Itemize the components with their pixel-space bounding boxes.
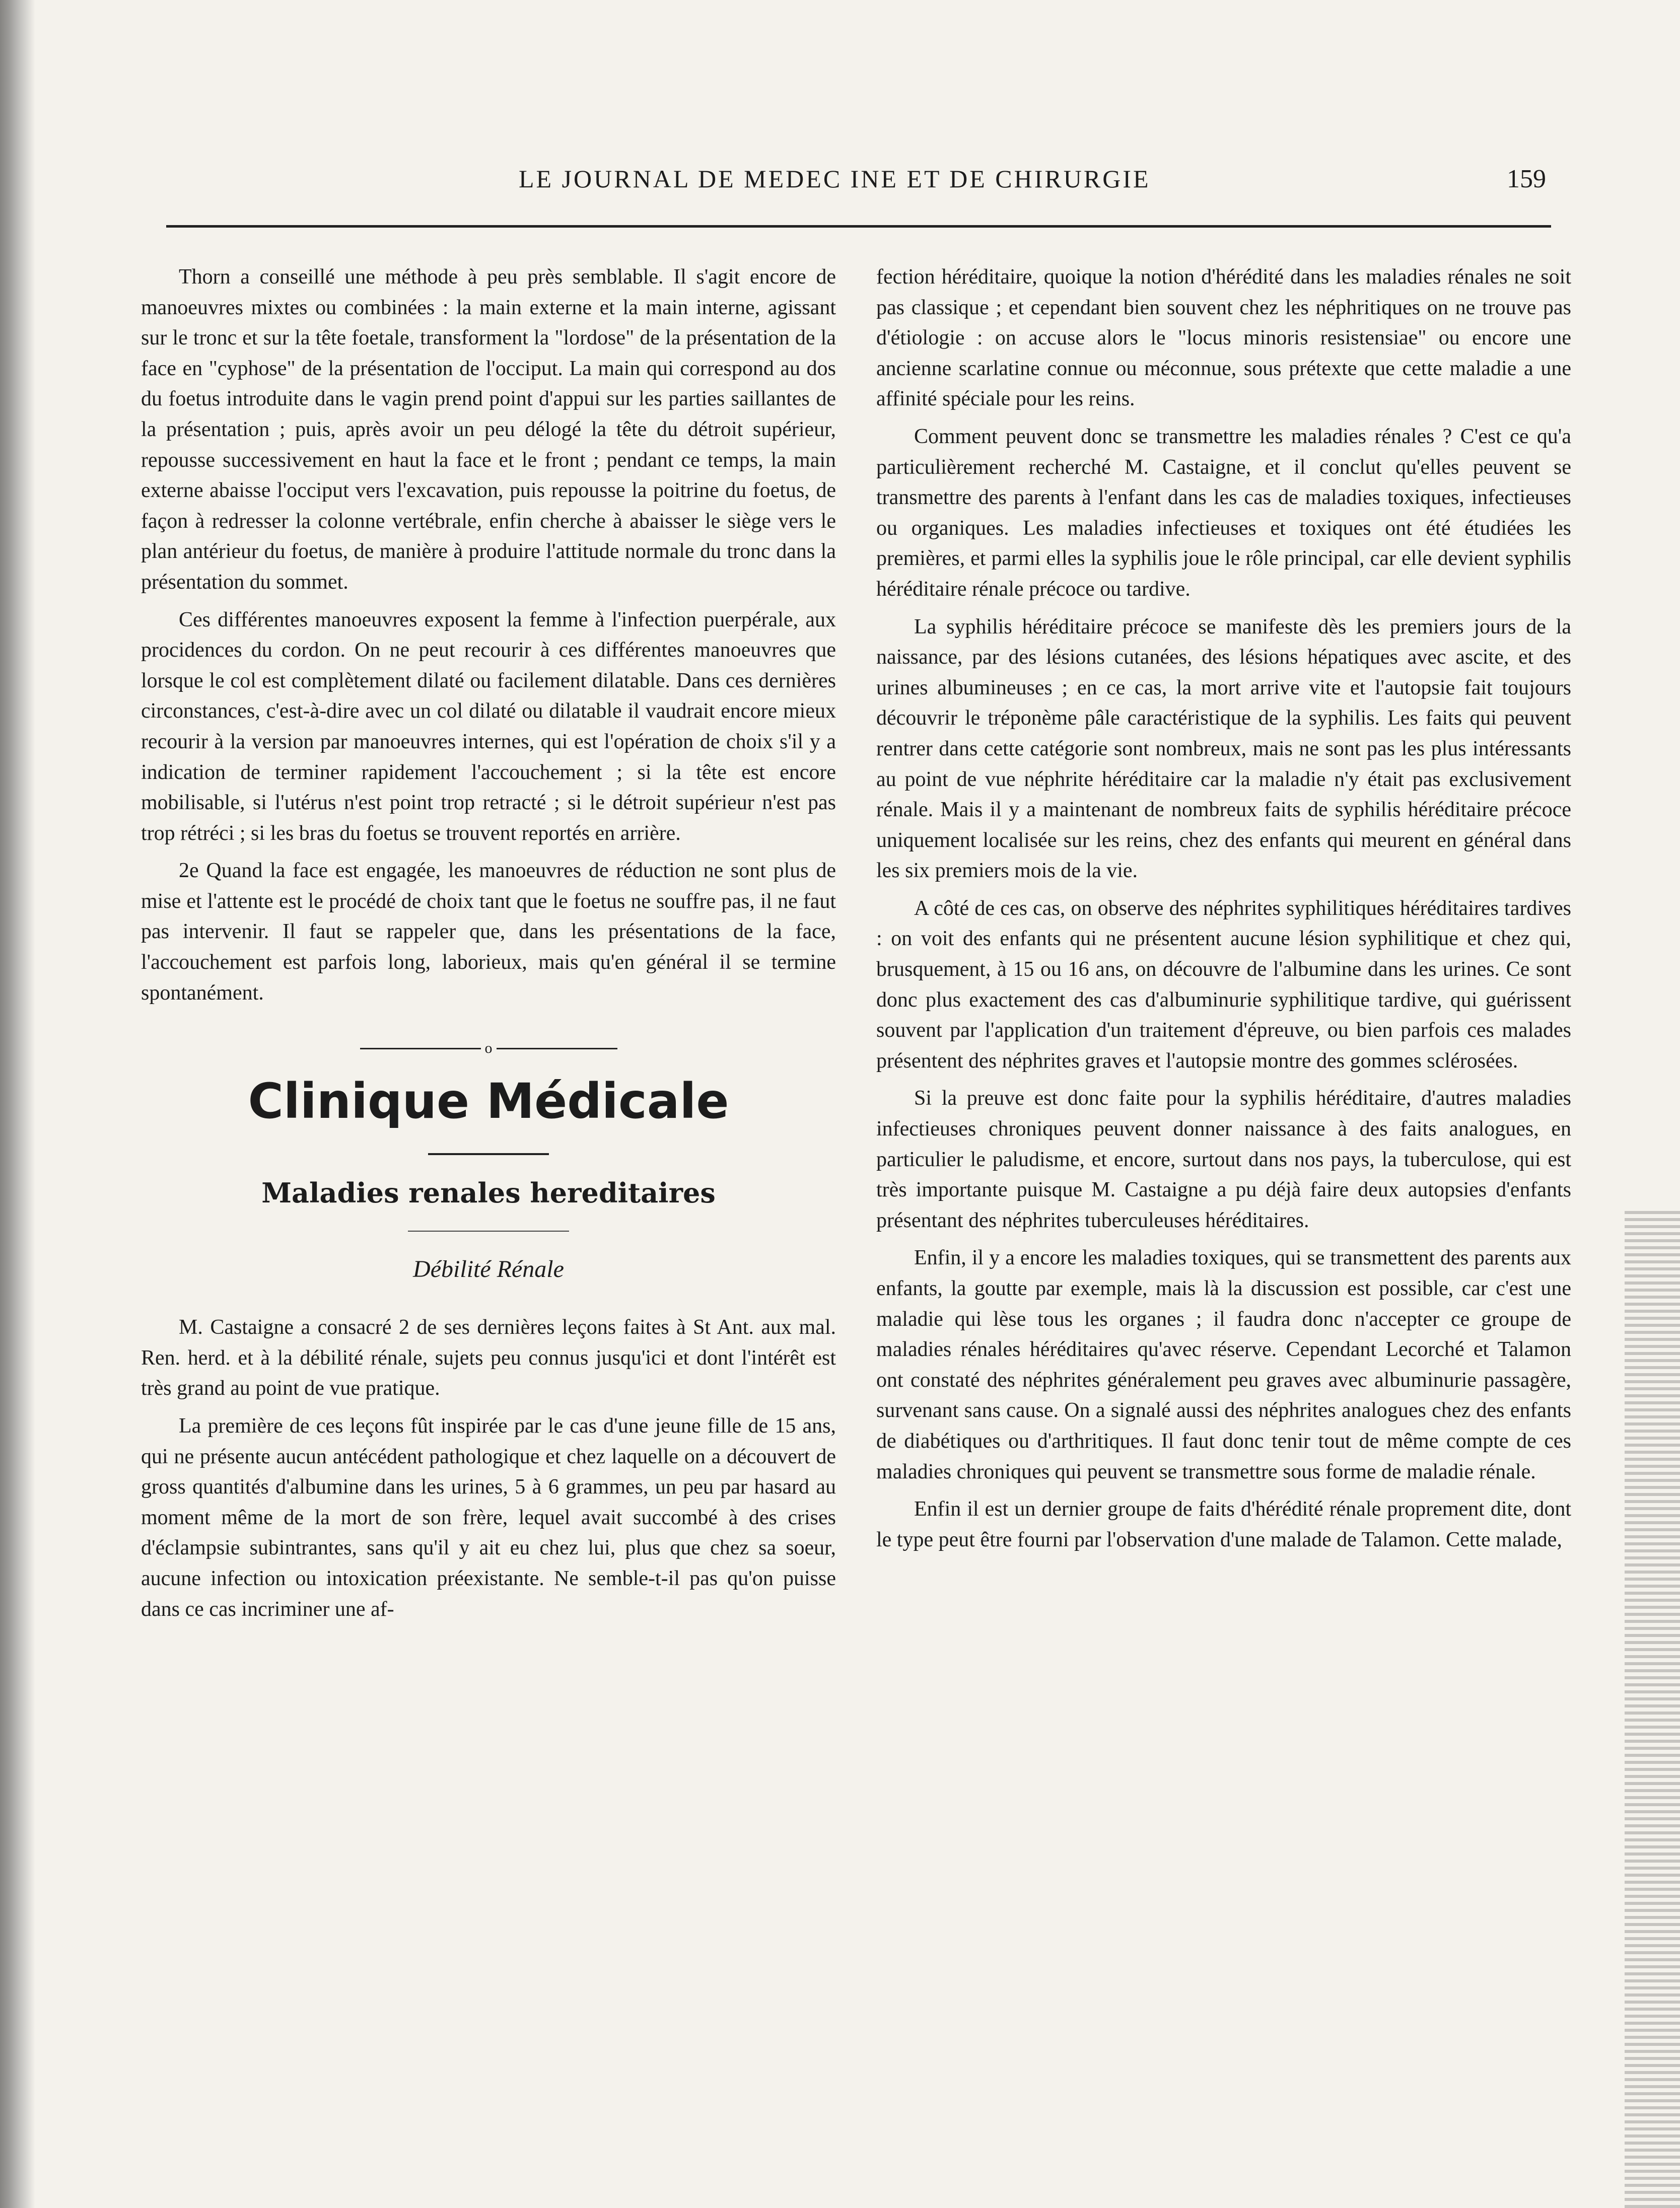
paragraph: M. Castaigne a consacré 2 de ses dernières leçons faites à St Ant. aux mal. Ren. herd. et à la débilité rénale, sujets peu connus jusqu'ici et dont l'intérêt est très grand au point de vue pratique. (141, 1316, 836, 1400)
paragraph: fection héréditaire, quoique la notion d'hérédité dans les maladies rénales ne soit pas classique ; et cependant bien souvent chez les néphritiques on ne trouve pas d'étiologie : on accuse alors le "locus minoris resistensiae" ou encore une ancienne scarlatine connue ou méconnue, sous prétexte que cette maladie a une affinité spéciale pour les reins. (876, 265, 1571, 411)
article-subtitle: Débilité Rénale (413, 1256, 564, 1283)
running-head: LE JOURNAL DE MEDEC INE ET DE CHIRURGIE (519, 165, 1151, 193)
paragraph: Enfin, il y a encore les maladies toxiques, qui se transmettent des parents aux enfants, la goutte par exemple, mais là la discussion est possible, car c'est une maladie qui lèse tous les organes ; il faudra donc n'accepter ce groupe de maladies rénales héréditaires qu'avec réserve. Cependant Lecorché et Talamon ont constaté des néphrites généralement peu graves avec albuminurie passagère, survenant sans cause. On a signalé aussi des néphrites analogues chez des enfants de diabétiques ou d'arthritiques. Il faut donc tenir tout de même compte de ces maladies chroniques qui peuvent se transmettre sous forme de maladie rénale. (876, 1246, 1571, 1483)
right-column (876, 262, 1571, 1562)
paragraph: La syphilis héréditaire précoce se manifeste dès les premiers jours de la naissance, par des lésions cutanées, des lésions hépatiques avec ascite, et des urines albumineuses ; en ce cas, la mort arrive vite et l'autopsie fait toujours découvrir le tréponème pâle caractéristique de la syphilis. Les faits qui peuvent rentrer dans cette catégorie sont nombreux, mais ne sont pas les plus intéressants au point de vue néphrite héréditaire car la maladie n'y était pas exclusivement rénale. Mais il y a maintenant de nombreux faits de syphilis héréditaire précoce uniquement localisée sur les reins, chez des enfants qui meurent en général dans les six premiers mois de la vie. (876, 615, 1571, 883)
section-title: Clinique Médicale (248, 1073, 729, 1130)
paragraph: Enfin il est un dernier groupe de faits d'hérédité rénale proprement dite, dont le type peut être fourni par l'observation d'une malade de Talamon. Cette malade, (876, 1498, 1571, 1551)
page-number: 159 (1507, 165, 1546, 193)
section-divider (141, 1038, 836, 1058)
paragraph: Comment peuvent donc se transmettre les maladies rénales ? C'est ce qu'a particulièrement recherché M. Castaigne, et il conclut qu'elles peuvent se transmettre des parents à l'enfant dans les cas de maladies toxiques, infectieuses ou organiques. Les maladies infectieuses et toxiques ont été étudiées les premières, et parmi elles la syphilis joue le rôle principal, car elle devient syphilis héréditaire rénale précoce ou tardive. (876, 424, 1571, 601)
paragraph: 2e Quand la face est engagée, les manoeuvres de réduction ne sont plus de mise et l'attente est le procédé de choix tant que le foetus ne souffre pas, il ne faut pas intervenir. Il faut se rappeler que, dans les présentations de la face, l'accouchement est parfois long, laborieux, mais qu'en général il se termine spontanément. (141, 859, 836, 1005)
page-header (166, 159, 1551, 204)
divider-line (497, 1048, 617, 1049)
title-rule (428, 1153, 549, 1155)
article-title: Maladies renales hereditaires (261, 1177, 716, 1209)
divider-line (360, 1048, 481, 1049)
paragraph: A côté de ces cas, on observe des néphrites syphilitiques héréditaires tardives : on voit des enfants qui ne présentent aucune lésion syphilitique et chez qui, brusquement, à 15 ou 16 ans, on découvre de l'albumine dans les urines. Ce sont donc plus exactement des cas d'albuminurie syphilitique tardive, qui guérissent souvent par l'application d'un traitement d'épreuve, ou bien parfois ces malades présentent des néphrites graves et l'autopsie montre des gommes sclérosées. (876, 896, 1571, 1073)
subtitle-rule (408, 1231, 569, 1232)
paragraph: Ces différentes manoeuvres exposent la femme à l'infection puerpérale, aux procidences du cordon. On ne peut recourir à ces différentes manoeuvres que lorsque le col est complètement dilaté ou facilement dilatable. Dans ces dernières circonstances, c'est-à-dire avec un col dilaté ou dilatable il vaudrait encore mieux recourir à la version par manoeuvres internes, qui est l'opération de choix s'il y a indication de terminer rapidement l'accouchement ; si la tête est encore mobilisable, si l'utérus n'est point trop retracté ; si le détroit supérieur n'est pas trop rétréci ; si les bras du foetus se trouvent reportés en arrière. (141, 608, 836, 845)
scan-edge-shadow (0, 0, 35, 2208)
scan-edge-noise (1625, 1208, 1680, 2208)
header-rule (166, 225, 1551, 228)
paragraph: La première de ces leçons fût inspirée par le cas d'une jeune fille de 15 ans, qui ne présente aucun antécédent pathologique et chez laquelle on a découvert de gross quantités d'albumine dans les urines, 5 à 6 grammes, un peu par hasard au moment même de la mort de son frère, lequel avait succombé à des crises d'éclampsie subintrantes, sans qu'il y ait eu chez lui, plus que chez sa soeur, aucune infection ou intoxication préexistante. Ne semble-t-il pas qu'on puisse dans ce cas incriminer une af- (141, 1414, 836, 1621)
divider-mark: o (484, 1040, 493, 1057)
paragraph: Thorn a conseillé une méthode à peu près semblable. Il s'agit encore de manoeuvres mixtes ou combinées : la main externe et la main interne, agissant sur le tronc et sur la tête foetale, transforment la "lordose" de la présentation de la face en "cyphose" de la présentation de l'occiput. La main qui correspond au dos du foetus introduite dans le vagin prend point d'appui sur les parties saillantes de la présentation ; puis, après avoir un peu délogé la tête du détroit supérieur, repousse successivement en haut la face et le front ; pendant ce temps, la main externe abaisse l'occiput vers l'excavation, puis repousse la poitrine du foetus, de façon à redresser la colonne vertébrale, enfin cherche à abaisser le siège vers le plan antérieur du foetus, de manière à produire l'attitude normale du tronc dans la présentation du sommet. (141, 265, 836, 594)
left-column (141, 262, 836, 1631)
paragraph: Si la preuve est donc faite pour la syphilis héréditaire, d'autres maladies infectieuses chroniques peuvent donner naissance à des faits analogues, en particulier le paludisme, et encore, surtout dans nos pays, la tuberculose, qui est très importante puisque M. Castaigne a pu déjà faire deux autopsies d'enfants présentant des néphrites tuberculeuses héréditaires. (876, 1087, 1571, 1232)
